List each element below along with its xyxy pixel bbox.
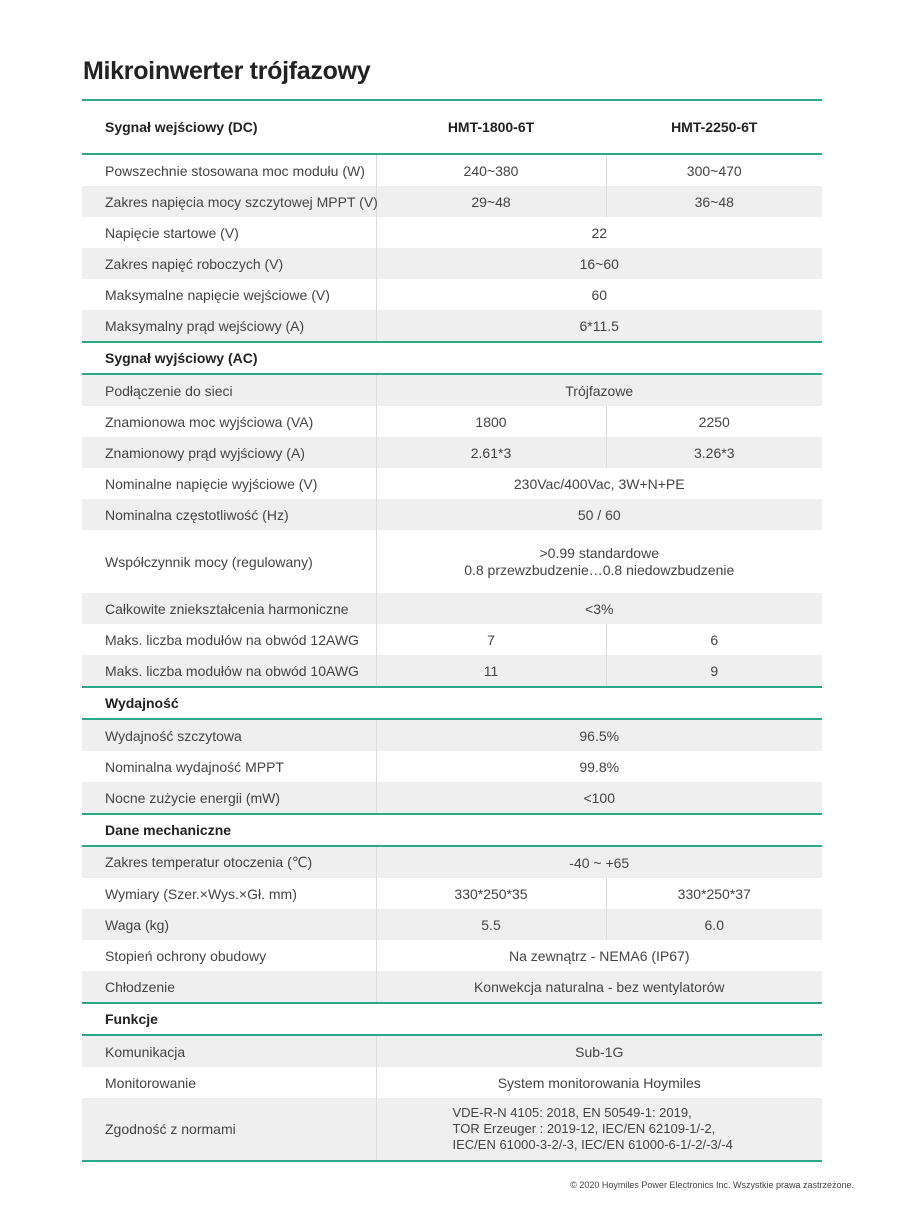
row-value-b: 36~48 — [606, 186, 822, 217]
table-row — [82, 1098, 822, 1161]
section-functions-heading: Funkcje — [82, 1003, 822, 1035]
row-value — [376, 530, 822, 593]
row-label: Nominalne napięcie wyjściowe (V) — [82, 468, 376, 499]
table-row — [82, 406, 822, 437]
table-header — [82, 100, 822, 154]
row-value: Na zewnątrz - NEMA6 (IP67) — [376, 940, 822, 971]
copyright-footer: © 2020 Hoymiles Power Electronics Inc. Wszystkie prawa zastrzeżone. — [570, 1180, 854, 1190]
row-value: Trójfazowe — [376, 374, 822, 406]
row-label: Wymiary (Szer.×Wys.×Gł. mm) — [82, 878, 376, 909]
row-value: 99.8% — [376, 751, 822, 782]
table-row — [82, 846, 822, 878]
table-row — [82, 971, 822, 1003]
row-label: Zakres temperatur otoczenia (℃) — [82, 846, 376, 878]
section-ac-heading: Sygnał wyjściowy (AC) — [82, 342, 822, 374]
table-row — [82, 374, 822, 406]
table-row — [82, 751, 822, 782]
row-label: Znamionowa moc wyjściowa (VA) — [82, 406, 376, 437]
spec-table — [82, 99, 822, 1162]
section-heading-row — [82, 814, 822, 846]
row-value-a: 11 — [376, 655, 606, 687]
row-label: Stopień ochrony obudowy — [82, 940, 376, 971]
row-value-a: 5.5 — [376, 909, 606, 940]
model-a-heading: HMT-1800-6T — [376, 100, 606, 154]
row-value-a: 29~48 — [376, 186, 606, 217]
table-row — [82, 248, 822, 279]
section-efficiency-heading: Wydajność — [82, 687, 822, 719]
page-title: Mikroinwerter trójfazowy — [83, 57, 371, 85]
row-value: 6*11.5 — [376, 310, 822, 342]
table-row — [82, 499, 822, 530]
row-value: 16~60 — [376, 248, 822, 279]
row-value-a: 2.61*3 — [376, 437, 606, 468]
table-row — [82, 624, 822, 655]
row-value-b: 2250 — [606, 406, 822, 437]
row-value: 22 — [376, 217, 822, 248]
row-label: Napięcie startowe (V) — [82, 217, 376, 248]
row-label: Maksymalne napięcie wejściowe (V) — [82, 279, 376, 310]
standards-line-1: VDE-R-N 4105: 2018, EN 50549-1: 2019, — [452, 1105, 692, 1120]
row-label: Waga (kg) — [82, 909, 376, 940]
row-label: Znamionowy prąd wyjściowy (A) — [82, 437, 376, 468]
row-value: 50 / 60 — [376, 499, 822, 530]
row-label: Wydajność szczytowa — [82, 719, 376, 751]
table-row — [82, 593, 822, 624]
table-row — [82, 655, 822, 687]
row-value-a: 7 — [376, 624, 606, 655]
power-factor-line-2: 0.8 przewzbudzenie…0.8 niedowzbudzenie — [464, 561, 735, 578]
row-label: Maksymalny prąd wejściowy (A) — [82, 310, 376, 342]
table-row — [82, 782, 822, 814]
row-value-b: 6.0 — [606, 909, 822, 940]
row-label: Maks. liczba modułów na obwód 12AWG — [82, 624, 376, 655]
row-label: Zgodność z normami — [82, 1098, 376, 1161]
section-dc-heading: Sygnał wejściowy (DC) — [82, 100, 376, 154]
standards-line-2: TOR Erzeuger : 2019-12, IEC/EN 62109-1/-2, — [452, 1121, 716, 1136]
model-b-heading: HMT-2250-6T — [606, 100, 822, 154]
row-value: 230Vac/400Vac, 3W+N+PE — [376, 468, 822, 499]
row-value: Sub-1G — [376, 1035, 822, 1067]
row-label: Monitorowanie — [82, 1067, 376, 1098]
table-row — [82, 217, 822, 248]
row-value: System monitorowania Hoymiles — [376, 1067, 822, 1098]
section-heading-row — [82, 687, 822, 719]
row-label: Maks. liczba modułów na obwód 10AWG — [82, 655, 376, 687]
row-label: Zakres napięć roboczych (V) — [82, 248, 376, 279]
section-heading-row — [82, 342, 822, 374]
table-row — [82, 878, 822, 909]
section-heading-row — [82, 1003, 822, 1035]
row-label: Nocne zużycie energii (mW) — [82, 782, 376, 814]
row-value: 96.5% — [376, 719, 822, 751]
row-value-b: 300~470 — [606, 154, 822, 186]
row-label: Współczynnik mocy (regulowany) — [82, 530, 376, 593]
row-value: Konwekcja naturalna - bez wentylatorów — [376, 971, 822, 1003]
spec-sheet — [82, 99, 822, 1162]
row-label: Powszechnie stosowana moc modułu (W) — [82, 154, 376, 186]
row-value-b: 3.26*3 — [606, 437, 822, 468]
row-label: Nominalna wydajność MPPT — [82, 751, 376, 782]
table-row — [82, 310, 822, 342]
row-label: Chłodzenie — [82, 971, 376, 1003]
table-row — [82, 154, 822, 186]
row-value — [376, 1098, 822, 1161]
table-row — [82, 940, 822, 971]
row-value: 60 — [376, 279, 822, 310]
table-row — [82, 530, 822, 593]
row-value-b: 9 — [606, 655, 822, 687]
table-row — [82, 909, 822, 940]
row-label: Nominalna częstotliwość (Hz) — [82, 499, 376, 530]
row-label: Zakres napięcia mocy szczytowej MPPT (V) — [82, 186, 376, 217]
power-factor-line-1: >0.99 standardowe — [539, 544, 659, 561]
standards-line-3: IEC/EN 61000-3-2/-3, IEC/EN 61000-6-1/-2/-3/-4 — [452, 1137, 733, 1152]
row-value: <100 — [376, 782, 822, 814]
row-label: Komunikacja — [82, 1035, 376, 1067]
table-row — [82, 719, 822, 751]
table-row — [82, 1067, 822, 1098]
table-row — [82, 186, 822, 217]
section-mechanical-heading: Dane mechaniczne — [82, 814, 822, 846]
row-value: -40 ~ +65 — [376, 846, 822, 878]
row-value-a: 240~380 — [376, 154, 606, 186]
row-value-a: 330*250*35 — [376, 878, 606, 909]
row-label: Podłączenie do sieci — [82, 374, 376, 406]
row-value-b: 6 — [606, 624, 822, 655]
row-value-a: 1800 — [376, 406, 606, 437]
table-row — [82, 437, 822, 468]
row-value-b: 330*250*37 — [606, 878, 822, 909]
table-row — [82, 279, 822, 310]
table-row — [82, 468, 822, 499]
row-value: <3% — [376, 593, 822, 624]
row-label: Całkowite zniekształcenia harmoniczne — [82, 593, 376, 624]
table-row — [82, 1035, 822, 1067]
